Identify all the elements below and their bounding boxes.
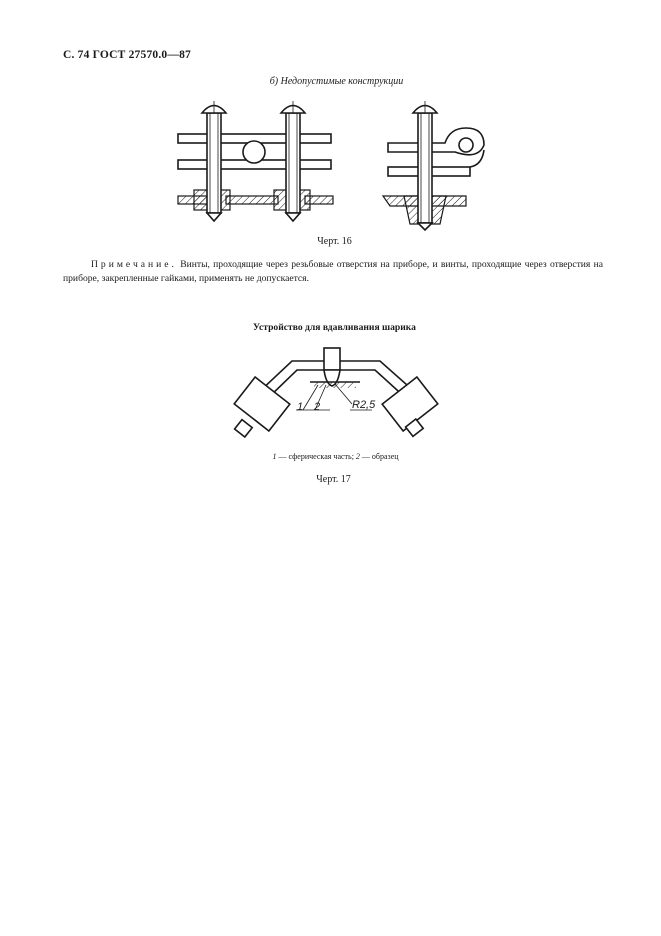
- legend-text-1: — сферическая часть;: [276, 452, 356, 461]
- note-text: Винты, проходящие через резьбовые отверстия на приборе, и винты, проходящие через отверстия на приборе, закрепленные гайками, применять не допускается.: [63, 259, 603, 284]
- figure-17-apparatus: [234, 348, 438, 437]
- figure-17-legend: [0, 452, 661, 461]
- legend-text-2: — образец: [359, 452, 399, 461]
- figure-17-caption: Черт. 17: [316, 474, 351, 485]
- legend-num-2: 2: [355, 452, 360, 461]
- figure-16-left-assembly: [178, 101, 333, 221]
- figure-17-title: Устройство для вдавливания шарика: [253, 322, 416, 333]
- note-label: Примечание.: [91, 259, 177, 270]
- label-part-1: 1: [297, 401, 304, 413]
- figure-16-caption: Черт. 16: [317, 236, 352, 247]
- legend-num-1: 1: [272, 452, 277, 461]
- label-part-2: 2: [314, 401, 321, 413]
- figure-16-right-assembly: [383, 101, 484, 230]
- label-radius: R2,5: [352, 399, 376, 411]
- figure-16-subcaption: б) Недопустимые конструкции: [269, 76, 404, 87]
- page-header: С. 74 ГОСТ 27570.0—87: [63, 49, 191, 61]
- note-paragraph: [63, 258, 603, 286]
